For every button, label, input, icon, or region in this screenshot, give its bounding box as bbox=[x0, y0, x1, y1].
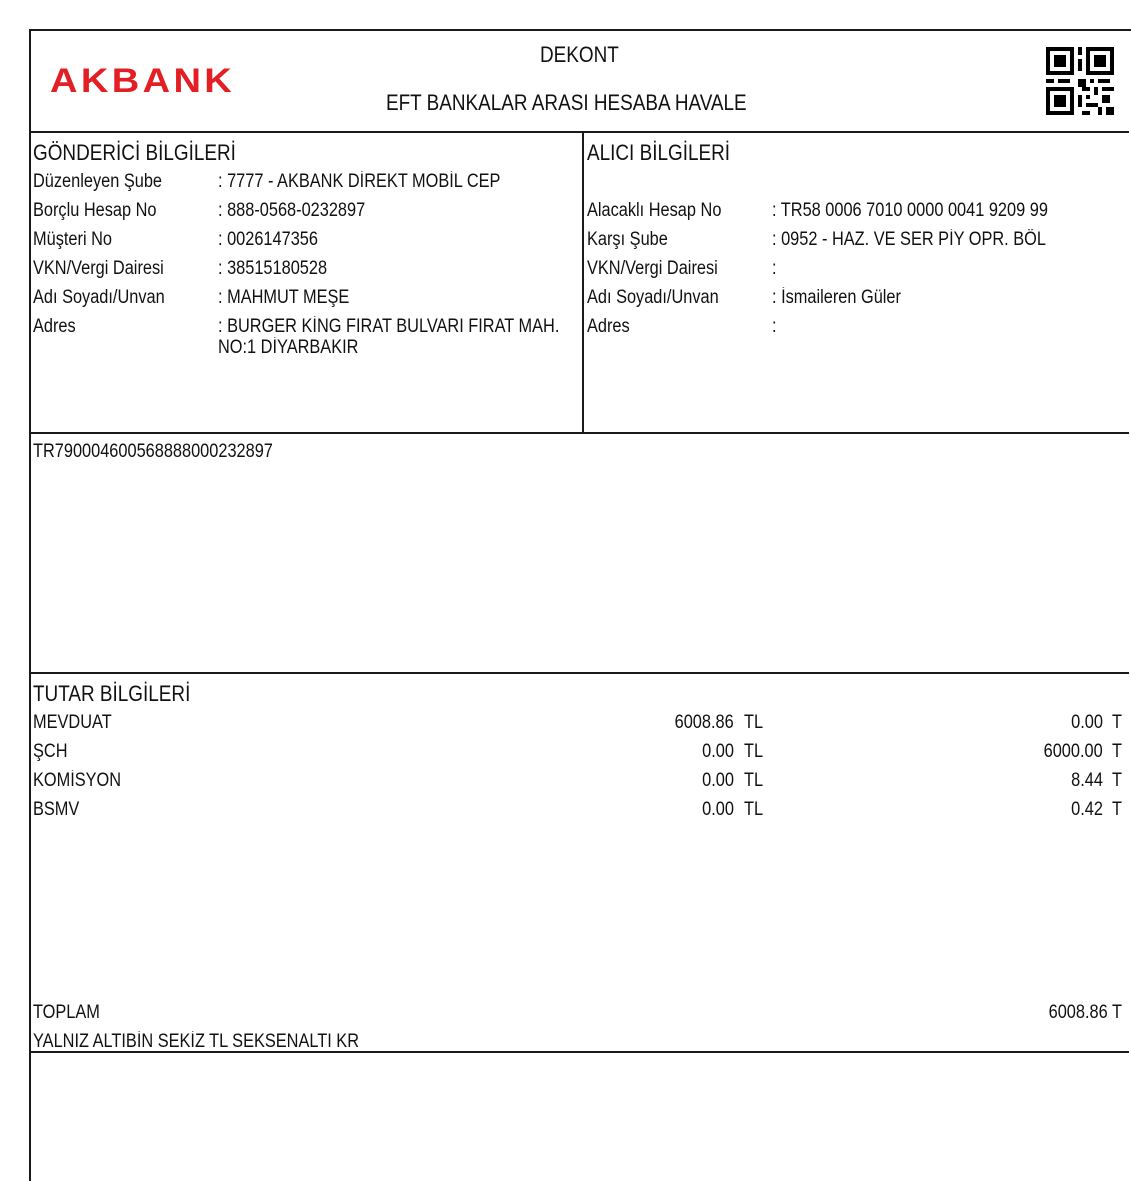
receiver-name-label: Adı Soyadı/Unvan bbox=[587, 287, 719, 308]
amounts-title: TUTAR BİLGİLERİ bbox=[33, 681, 191, 706]
debit-amount: 0.00 bbox=[702, 770, 734, 791]
receiver-name-value: : İsmaileren Güler bbox=[772, 287, 901, 308]
debit-amount: 6008.86 bbox=[674, 712, 734, 733]
sender-customer-label: Müşteri No bbox=[33, 229, 112, 250]
amount-label: KOMİSYON bbox=[33, 770, 122, 791]
sender-customer-value: : 0026147356 bbox=[218, 229, 318, 250]
receiver-account-value: : TR58 0006 7010 0000 0041 9209 99 bbox=[772, 200, 1048, 221]
credit-currency: T bbox=[1112, 741, 1122, 762]
sender-account-label: Borçlu Hesap No bbox=[33, 200, 157, 221]
credit-currency: T bbox=[1112, 799, 1122, 820]
credit-amount: 0.42 bbox=[1071, 799, 1103, 820]
total-label: TOPLAM bbox=[33, 1002, 100, 1023]
header-divider bbox=[29, 131, 1129, 133]
sender-account-value: : 888-0568-0232897 bbox=[218, 200, 366, 221]
sender-name-label: Adı Soyadı/Unvan bbox=[33, 287, 165, 308]
receiver-title: ALICI BİLGİLERİ bbox=[587, 140, 731, 165]
sender-address-value: : BURGER KİNG FIRAT BULVARI FIRAT MAH. bbox=[218, 316, 560, 337]
receiver-address-value: : bbox=[772, 316, 777, 337]
qr-code-icon bbox=[1046, 47, 1114, 115]
credit-currency: T bbox=[1112, 770, 1122, 791]
debit-currency: TL bbox=[744, 770, 764, 791]
sender-branch-label: Düzenleyen Şube bbox=[33, 171, 162, 192]
debit-amount: 0.00 bbox=[702, 799, 734, 820]
parties-divider bbox=[29, 432, 1129, 434]
iban-note: TR790004600568888000232897 bbox=[33, 441, 273, 462]
receiver-tax-value: : bbox=[772, 258, 777, 279]
debit-currency: TL bbox=[744, 712, 764, 733]
receiver-branch-label: Karşı Şube bbox=[587, 229, 668, 250]
note-divider bbox=[29, 672, 1129, 674]
doc-title: DEKONT bbox=[540, 42, 619, 67]
credit-currency: T bbox=[1112, 712, 1122, 733]
amount-label: BSMV bbox=[33, 799, 80, 820]
debit-currency: TL bbox=[744, 741, 764, 762]
receiver-address-label: Adres bbox=[587, 316, 630, 337]
credit-amount: 8.44 bbox=[1071, 770, 1103, 791]
receiver-tax-label: VKN/Vergi Dairesi bbox=[587, 258, 718, 279]
akbank-logo: AKBANK bbox=[50, 62, 236, 100]
amount-label: MEVDUAT bbox=[33, 712, 112, 733]
sender-tax-value: : 38515180528 bbox=[218, 258, 328, 279]
amount-label: ŞCH bbox=[33, 741, 68, 762]
amount-in-words: YALNIZ ALTIBİN SEKİZ TL SEKSENALTI KR bbox=[33, 1031, 360, 1052]
total-currency: T bbox=[1112, 1002, 1122, 1023]
sender-branch-value: : 7777 - AKBANK DİREKT MOBİL CEP bbox=[218, 171, 501, 192]
total-value: 6008.86 bbox=[1048, 1002, 1108, 1023]
receiver-branch-value: : 0952 - HAZ. VE SER PİY OPR. BÖL bbox=[772, 229, 1046, 250]
sender-name-value: : MAHMUT MEŞE bbox=[218, 287, 350, 308]
party-divider bbox=[582, 131, 584, 433]
sender-address-line2: NO:1 DİYARBAKIR bbox=[218, 337, 359, 358]
sender-address-label: Adres bbox=[33, 316, 76, 337]
receiver-account-label: Alacaklı Hesap No bbox=[587, 200, 722, 221]
sender-title: GÖNDERİCİ BİLGİLERİ bbox=[33, 140, 236, 165]
debit-currency: TL bbox=[744, 799, 764, 820]
credit-amount: 6000.00 bbox=[1043, 741, 1103, 762]
debit-amount: 0.00 bbox=[702, 741, 734, 762]
credit-amount: 0.00 bbox=[1071, 712, 1103, 733]
sender-tax-label: VKN/Vergi Dairesi bbox=[33, 258, 164, 279]
doc-subtitle: EFT BANKALAR ARASI HESABA HAVALE bbox=[386, 90, 747, 115]
